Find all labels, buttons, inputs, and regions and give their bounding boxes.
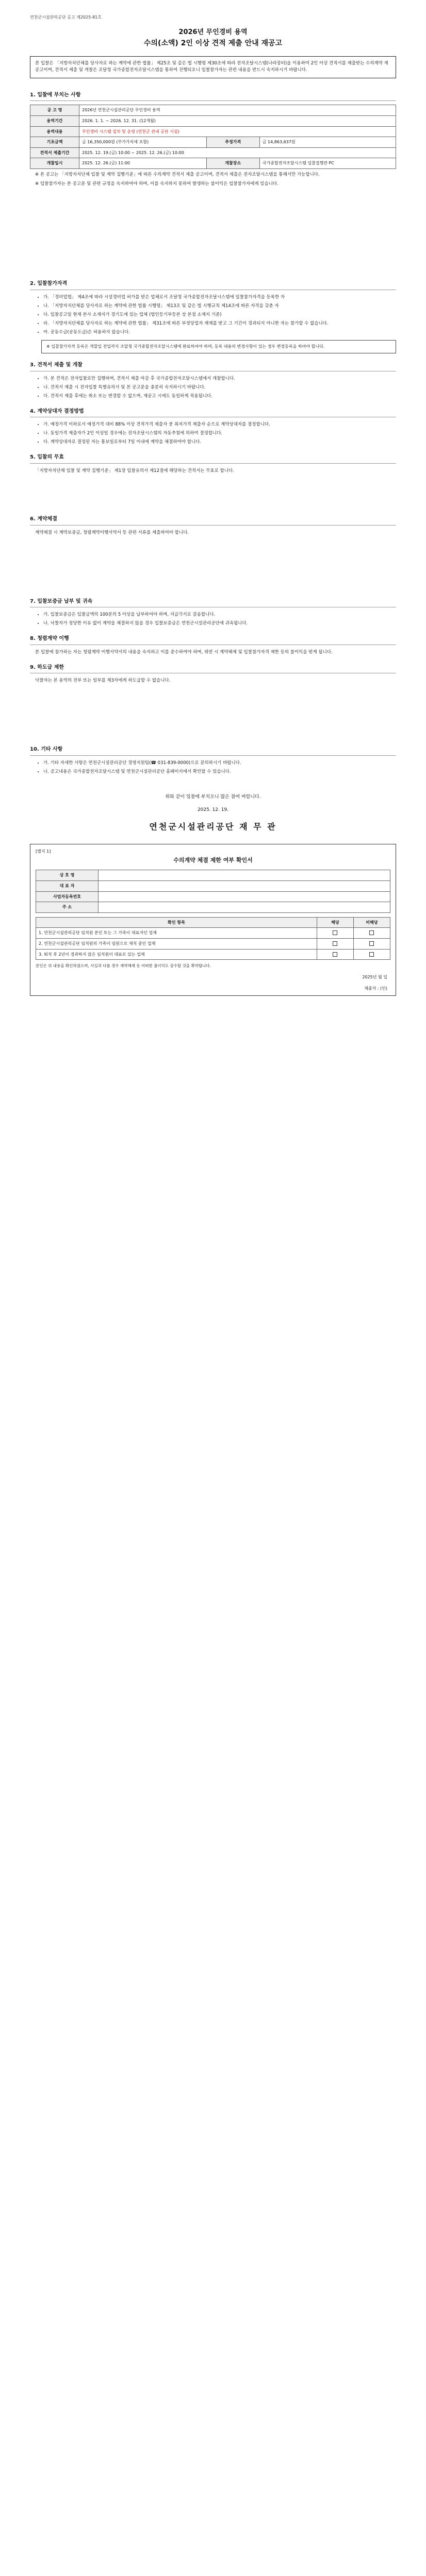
check-item: 1. 연천군시설관리공단 임직원 본인 또는 그 가족이 대표자인 업체 xyxy=(36,928,317,939)
form-field-label: 대 표 자 xyxy=(36,881,99,892)
overview-header: 개찰일시 xyxy=(30,158,79,169)
form-field-value[interactable] xyxy=(99,891,390,902)
form-signature: 제출자 : (인) xyxy=(364,986,387,991)
page xyxy=(0,0,426,996)
overview-value: 금 16,350,000원 (부가가치세 포함) xyxy=(79,137,207,148)
section-5-heading: 5. 입찰의 무효 xyxy=(30,454,396,464)
list-item: • 다. 견적서 제출 후에는 취소 또는 변경할 수 없으며, 재공고 시에도 동일하게 적용됩니다. xyxy=(43,393,396,400)
overview-value: 2026. 1. 1. ~ 2026. 12. 31. (12개월) xyxy=(79,116,396,127)
document xyxy=(0,0,426,996)
form-field-label: 사업자등록번호 xyxy=(36,891,99,902)
overview-header: 용역내용 xyxy=(30,126,79,137)
form-field-value[interactable] xyxy=(99,881,390,892)
check-header: 확인 항목 xyxy=(36,917,317,928)
overview-header: 기초금액 xyxy=(30,137,79,148)
form-note: 본인은 위 내용을 확인하였으며, 사실과 다를 경우 계약해제 등 어떠한 불이익도 감수할 것을 확약합니다. xyxy=(36,963,211,969)
list-item: • 다. 입찰공고일 현재 본사 소재지가 경기도에 있는 업체 (법인등기부등본 상 본점 소재지 기준) xyxy=(43,311,396,318)
section-2-box: ※ 입찰참가자격 등록은 개찰일 전일까지 조달청 국가종합전자조달시스템에 완료하여야 하며, 등록 내용의 변경사항이 있는 경우 변경등록을 하여야 합니다. xyxy=(41,340,396,354)
section-9-heading: 9. 하도급 제한 xyxy=(30,664,396,674)
form-check-table xyxy=(36,917,390,960)
section-7-list xyxy=(35,611,396,627)
closing-date: 2025. 12. 19. xyxy=(197,807,229,812)
section-6-text: 계약체결 시 계약보증금, 청렴계약이행서약서 등 관련 서류를 제출하여야 합니다. xyxy=(35,530,189,535)
list-item: • 가. 기타 자세한 사항은 연천군시설관리공단 경영지원팀(☎ 031-839-0000)으로 문의하시기 바랍니다. xyxy=(43,759,396,767)
section-6-heading: 6. 계약체결 xyxy=(30,516,396,526)
list-item: • 나. 공고내용은 국가종합전자조달시스템 및 연천군시설관리공단 홈페이지에서 확인할 수 있습니다. xyxy=(43,768,396,775)
checkbox-yes[interactable] xyxy=(317,938,354,949)
closing-text: 위와 같이 입찰에 부치오니 많은 참여 바랍니다. xyxy=(165,794,261,800)
checkbox-yes[interactable] xyxy=(317,949,354,960)
check-header: 비해당 xyxy=(354,917,390,928)
checkbox-yes[interactable] xyxy=(317,928,354,939)
form-date: 2025년 월 일 xyxy=(362,975,387,980)
section-1-heading: 1. 입찰에 부치는 사항 xyxy=(30,92,396,101)
overview-value: 금 14,863,637원 xyxy=(259,137,396,148)
section-4-list xyxy=(35,421,396,446)
title-block xyxy=(30,28,396,49)
section-1-note: ※ 본 공고는 「지방자치단체 입찰 및 계약 집행기준」에 따른 수의계약 견적서 제출 공고이며, 견적서 제출은 전자조달시스템을 통해서만 가능합니다. xyxy=(35,172,320,177)
overview-header: 견적서 제출기간 xyxy=(30,147,79,158)
section-10-list xyxy=(35,759,396,775)
issuer: 연천군시설관리공단 재 무 관 xyxy=(149,821,277,832)
section-10-heading: 10. 기타 사항 xyxy=(30,746,396,756)
overview-table xyxy=(30,105,396,169)
list-item: • 가. 예정가격 이하로서 예정가격 대비 88% 이상 견적가격 제출자 중 최저가격 제출자 순으로 계약상대자를 결정합니다. xyxy=(43,421,396,428)
spacer xyxy=(30,538,396,590)
form-field-value[interactable] xyxy=(99,870,390,881)
overview-header: 개찰장소 xyxy=(206,158,259,169)
section-5-text: 「지방자치단체 입찰 및 계약 집행기준」 제1장 입찰유의서 제12절에 해당하는 견적서는 무효로 합니다. xyxy=(35,468,234,473)
list-item: • 마. 공동수급(공동도급)은 허용하지 않습니다. xyxy=(43,329,396,336)
checkbox-no[interactable] xyxy=(354,949,390,960)
overview-header: 추정가격 xyxy=(206,137,259,148)
list-item: • 가. 「경비업법」 제4조에 따라 시설경비업 허가를 받은 업체로서 조달청 국가종합전자조달시스템에 입찰참가자격을 등록한 자 xyxy=(43,294,396,301)
title-line-2: 수의(소액) 2인 이상 견적 제출 안내 재공고 xyxy=(143,39,283,48)
section-3-heading: 3. 견적서 제출 및 개찰 xyxy=(30,362,396,371)
list-item: • 나. 견적서 제출 시 전자입찰 특별유의서 및 본 공고문을 충분히 숙지하시기 바랍니다. xyxy=(43,384,396,391)
list-item: • 나. 낙찰자가 정당한 이유 없이 계약을 체결하지 않을 경우 입찰보증금은 연천군시설관리공단에 귀속됩니다. xyxy=(43,620,396,627)
notice-box: 본 입찰은 「지방자치단체를 당사자로 하는 계약에 관한 법률」 제25조 및 같은 법 시행령 제30조에 따라 전자조달시스템(나라장터)을 이용하여 2인 이상 견적서를 제출받는 수의계약 재공고이며, 견적서 제출 및 개찰은 조달청 국가종합전자조달시스템을 통하여 진행되오니 입찰참가자는 관련 내용을 반드시 숙지하시기 바랍니다. xyxy=(30,56,396,78)
form-field-label: 주 소 xyxy=(36,902,99,913)
check-item: 2. 연천군시설관리공단 임직원의 가족이 임원으로 재직 중인 업체 xyxy=(36,938,317,949)
form-field-value[interactable] xyxy=(99,902,390,913)
overview-value: 2025. 12. 26.(금) 11:00 xyxy=(79,158,207,169)
overview-value: 2026년 연천군시설관리공단 무인경비 용역 xyxy=(79,105,396,116)
list-item: • 라. 「지방자치단체를 당사자로 하는 계약에 관한 법률」 제31조에 따른 부정당업자 제재를 받고 그 기간이 경과되지 아니한 자는 참가할 수 없습니다. xyxy=(43,320,396,327)
list-item: • 가. 입찰보증금은 입찰금액의 100분의 5 이상을 납부하여야 하며, 지급각서로 갈음합니다. xyxy=(43,611,396,618)
overview-value: 2025. 12. 19.(금) 10:00 ~ 2025. 12. 26.(금) 10:00 xyxy=(79,147,396,158)
closing-block xyxy=(30,794,396,833)
document-number: 연천군시설관리공단 공고 제2025-81호 xyxy=(30,15,102,20)
overview-header: 공 고 명 xyxy=(30,105,79,116)
spacer xyxy=(30,477,396,507)
attachment-form xyxy=(30,844,396,996)
section-2-list xyxy=(35,294,396,336)
checkbox-no[interactable] xyxy=(354,938,390,949)
title-line-1: 2026년 무인경비 용역 xyxy=(178,28,248,36)
overview-value: 국가종합전자조달시스템 입찰집행관 PC xyxy=(259,158,396,169)
section-8-heading: 8. 청렴계약 이행 xyxy=(30,635,396,645)
form-info-table xyxy=(36,870,390,912)
list-item: • 가. 본 견적은 전자입찰로만 집행하며, 견적서 제출 마감 후 국가종합전자조달시스템에서 개찰합니다. xyxy=(43,375,396,382)
section-2-heading: 2. 입찰참가자격 xyxy=(30,280,396,290)
form-title: 수의계약 체결 제한 여부 확인서 xyxy=(173,857,253,864)
form-field-label: 상 호 명 xyxy=(36,870,99,881)
section-3-list xyxy=(35,375,396,400)
section-9-text: 낙찰자는 본 용역의 전부 또는 일부를 제3자에게 하도급할 수 없습니다. xyxy=(35,678,171,684)
form-label: [별지 1] xyxy=(36,849,51,854)
checkbox-no[interactable] xyxy=(354,928,390,939)
spacer xyxy=(30,686,396,738)
overview-value: 무인경비 시스템 설치 및 운영 (연천군 관내 공단 시설) xyxy=(79,126,396,137)
section-1-note: ※ 입찰참가자는 본 공고문 및 관련 규정을 숙지하여야 하며, 이를 숙지하지 못하여 발생하는 불이익은 입찰참가자에게 있습니다. xyxy=(35,181,278,187)
section-4-heading: 4. 계약상대자 결정방법 xyxy=(30,408,396,418)
section-8-text: 본 입찰에 참가하는 자는 청렴계약 이행서약서의 내용을 숙지하고 이를 준수하여야 하며, 위반 시 계약해제 및 입찰참가자격 제한 등의 불이익을 받게 됩니다. xyxy=(35,649,333,655)
spacer xyxy=(30,190,396,272)
list-item: • 나. 「지방자치단체를 당사자로 하는 계약에 관한 법률 시행령」 제13조 및 같은 법 시행규칙 제14조에 따른 자격을 갖춘 자 xyxy=(43,302,396,310)
list-item: • 다. 계약상대자로 결정된 자는 통보일로부터 7일 이내에 계약을 체결하여야 합니다. xyxy=(43,438,396,446)
overview-header: 용역기간 xyxy=(30,116,79,127)
check-item: 3. 퇴직 후 2년이 경과하지 않은 임직원이 대표로 있는 업체 xyxy=(36,949,317,960)
section-7-heading: 7. 입찰보증금 납부 및 귀속 xyxy=(30,598,396,608)
check-header: 해당 xyxy=(317,917,354,928)
list-item: • 나. 동일가격 제출자가 2인 이상일 경우에는 전자조달시스템의 자동추첨에 의하여 결정합니다. xyxy=(43,430,396,437)
